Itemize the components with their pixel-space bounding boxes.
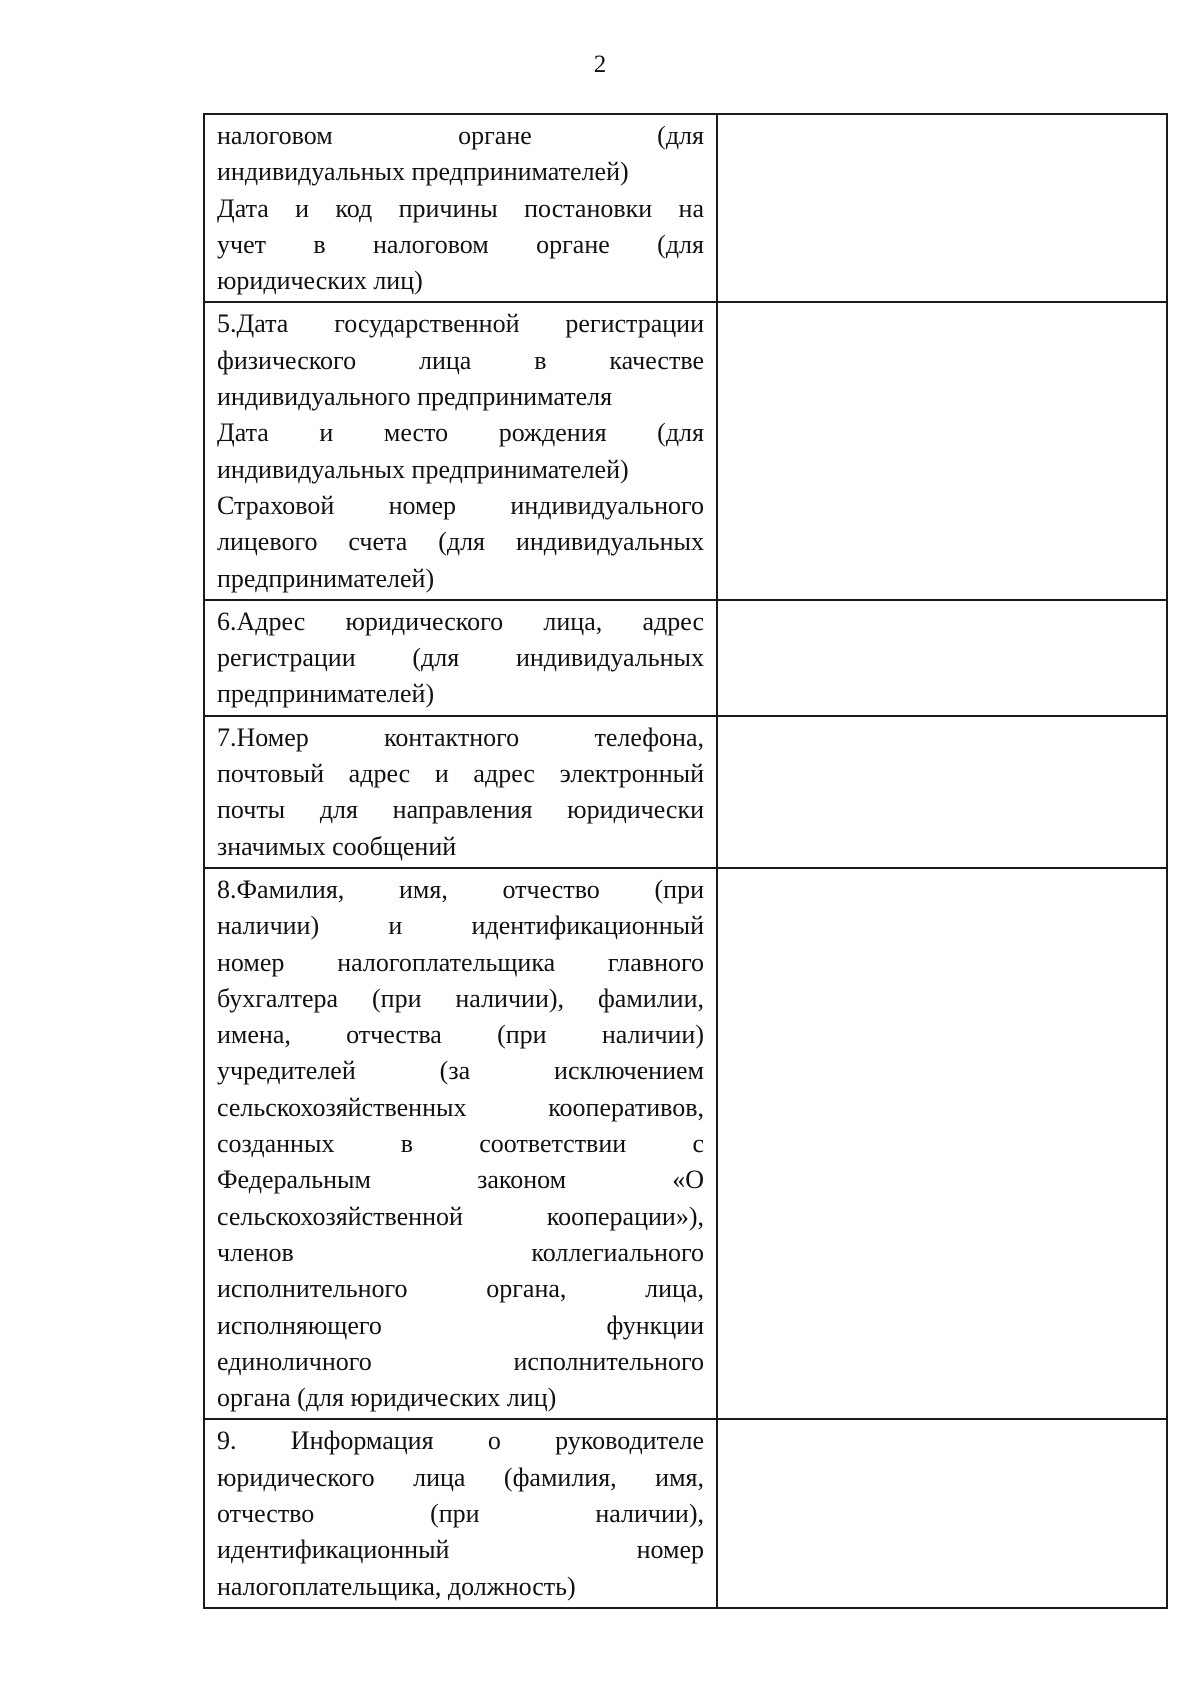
- table-row: [204, 1419, 1167, 1607]
- field-label-line: сельскохозяйственных кооперативов,: [217, 1092, 704, 1122]
- field-label-line: регистрации (для индивидуальных: [217, 643, 704, 673]
- field-label-line: Федеральным законом «О: [217, 1165, 704, 1195]
- field-label-line: членов коллегиального: [217, 1237, 704, 1267]
- field-label-cell: [204, 114, 717, 302]
- field-label-cell: [204, 716, 717, 868]
- field-label-line: Страховой номер индивидуального: [217, 490, 704, 520]
- field-label-line: учет в налоговом органе (для: [217, 229, 704, 259]
- field-label-line: отчество (при наличии),: [217, 1498, 704, 1528]
- field-label-line: единоличного исполнительного: [217, 1346, 704, 1376]
- field-label-line: индивидуальных предпринимателей): [217, 454, 629, 484]
- field-value-cell[interactable]: [717, 114, 1167, 302]
- field-value-cell[interactable]: [717, 716, 1167, 868]
- field-value-cell[interactable]: [717, 868, 1167, 1419]
- field-label-cell: [204, 600, 717, 716]
- field-label-line: индивидуального предпринимателя: [217, 382, 613, 412]
- field-label-line: бухгалтера (при наличии), фамилии,: [217, 983, 704, 1013]
- field-label-line: наличии) и идентификационный: [217, 911, 704, 941]
- field-label-line: предпринимателей): [217, 679, 435, 709]
- field-label-line: 8.Фамилия, имя, отчество (при: [217, 874, 704, 904]
- field-label-line: сельскохозяйственной кооперации»),: [217, 1201, 704, 1231]
- field-label-line: 7.Номер контактного телефона,: [217, 722, 704, 752]
- table-row: [204, 114, 1167, 302]
- table-row: [204, 600, 1167, 716]
- field-value-cell[interactable]: [717, 1419, 1167, 1607]
- field-label-line: лицевого счета (для индивидуальных: [217, 527, 704, 557]
- field-label-cell: [204, 868, 717, 1419]
- field-label-line: 6.Адрес юридического лица, адрес: [217, 606, 704, 636]
- field-label-line: почтовый адрес и адрес электронный: [217, 759, 704, 789]
- field-label-line: 9. Информация о руководителе: [217, 1426, 704, 1456]
- field-label-cell: [204, 1419, 717, 1607]
- field-label-line: имена, отчества (при наличии): [217, 1020, 704, 1050]
- field-label-line: Дата и место рождения (для: [217, 418, 704, 448]
- field-label-line: учредителей (за исключением: [217, 1056, 704, 1086]
- table-row: [204, 868, 1167, 1419]
- field-label-line: предпринимателей): [217, 563, 435, 593]
- field-label-line: органа (для юридических лиц): [217, 1383, 557, 1413]
- field-label-line: физического лица в качестве: [217, 345, 704, 375]
- field-label-line: налогоплательщика, должность): [217, 1571, 576, 1601]
- field-label-line: почты для направления юридически: [217, 795, 704, 825]
- table-row: [204, 716, 1167, 868]
- page-number: 2: [593, 51, 607, 78]
- field-label-line: значимых сообщений: [217, 831, 457, 861]
- field-label-line: номер налогоплательщика главного: [217, 947, 704, 977]
- table-row: [204, 302, 1167, 599]
- table-body: [204, 114, 1167, 1608]
- field-label-line: исполняющего функции: [217, 1310, 704, 1340]
- field-value-cell[interactable]: [717, 302, 1167, 599]
- field-label-line: индивидуальных предпринимателей): [217, 157, 629, 187]
- field-label-line: 5.Дата государственной регистрации: [217, 309, 704, 339]
- field-label-line: Дата и код причины постановки на: [217, 193, 704, 223]
- field-label-cell: [204, 302, 717, 599]
- field-value-cell[interactable]: [717, 600, 1167, 716]
- field-label-line: налоговом органе (для: [217, 121, 704, 150]
- field-label-line: юридических лиц): [217, 266, 423, 296]
- field-label-line: идентификационный номер: [217, 1535, 704, 1565]
- field-label-line: юридического лица (фамилия, имя,: [217, 1462, 704, 1492]
- form-table: [203, 113, 1168, 1609]
- field-label-line: созданных в соответствии с: [217, 1129, 704, 1159]
- field-label-line: исполнительного органа, лица,: [217, 1274, 704, 1304]
